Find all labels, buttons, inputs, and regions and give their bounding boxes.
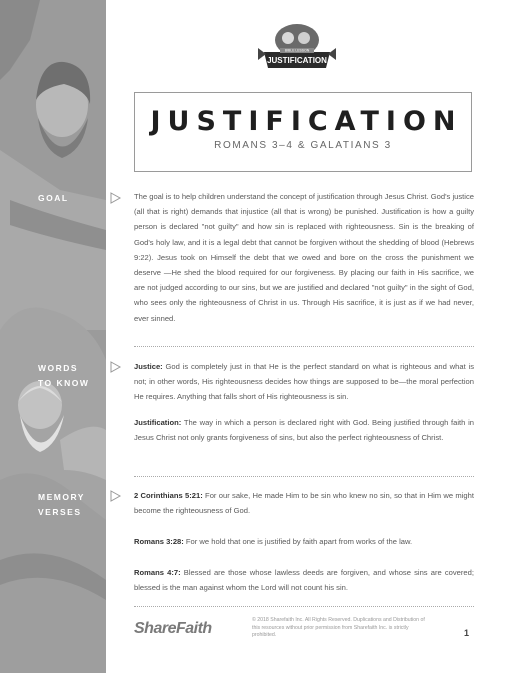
verse-romans-3-28 — [134, 534, 474, 549]
verse-text-2: For we hold that one is justified by faith apart from works of the law. — [183, 537, 413, 546]
verse-ref-1: 2 Corinthians 5:21: — [134, 491, 203, 500]
divider-2 — [134, 476, 474, 477]
sharefaith-logo: ShareFaith — [134, 620, 212, 637]
verse-text-3: Blessed are those whose lawless deeds are forgiven, and whose sins are covered; blessed is the man against whom the Lord will not count his sin. — [134, 568, 474, 593]
sidebar-illustration — [0, 0, 106, 673]
verse-romans-4-7 — [134, 565, 474, 595]
memory-label-line2: VERSES — [38, 507, 82, 517]
definition-justification-text: The way in which a person is declared right with God. Being justified through faith in Jesus Christ not only grants forgiveness of sins, but also the perfect righteousness of Christ. — [134, 418, 474, 443]
lesson-badge-logo — [258, 18, 336, 80]
page-title: JUSTIFICATION — [150, 106, 463, 137]
term-justification: Justification: — [134, 418, 182, 427]
goal-label: GOAL — [38, 193, 69, 203]
badge-label: JUSTIFICATION — [267, 56, 327, 65]
definition-justice-text: God is completely just in that He is the perfect standard on what is righteous and what is not; in other words, His righteousness decides how things are supposed to be—the moral perfection He requires. Anything that falls short of His righteousness is sin. — [134, 362, 474, 402]
goal-text: The goal is to help children understand the concept of justification through Jesus Christ. God's justice (all that is right) demands that injustice (all that is wrong) be punished. Justification is how a guilty person is declared "not guilty" and how sin is replaced with righteousness. Sin is the breaking of God's holy law, and it is a legal debt that cannot be forgiven without the shedding of blood (Hebrews 9:22). Jesus took on Himself the debt that we owed and bore on the cross the punishment we deserve —He shed the blood required for our forgiveness. By placing our faith in His sacrifice, we are not judged according to our sins, but we are justified and declared "not guilty" in the sight of God, who sees only the righteousness of Christ in us. Through His sacrifice, it is just as if we had never, ever sinned. — [134, 192, 474, 323]
bible-characters-illustration — [0, 0, 106, 673]
divider-3 — [134, 606, 474, 607]
badge-banner-small: BIBLE LESSON — [284, 48, 310, 53]
definition-justification — [134, 415, 474, 445]
verse-text-1: For our sake, He made Him to be sin who knew no sin, so that in Him we might become the righteousness of God. — [134, 491, 474, 516]
divider-1 — [134, 346, 474, 347]
term-justice: Justice: — [134, 362, 163, 371]
verse-2-corinthians-5-21 — [134, 488, 474, 518]
page-number: 1 — [464, 628, 470, 638]
copyright-notice: © 2018 Sharefaith Inc. All Rights Reserved. Duplications and Distribution of this resources without prior permission from Sharefaith Inc. is strictly prohibited. — [252, 617, 425, 639]
words-label-line2: TO KNOW — [38, 378, 90, 388]
title-box — [134, 92, 472, 172]
page-subtitle: ROMANS 3–4 & GALATIANS 3 — [214, 140, 392, 151]
verse-ref-2: Romans 3:28: — [134, 537, 184, 546]
memory-label-line1: MEMORY — [38, 492, 85, 502]
verse-ref-3: Romans 4:7: — [134, 568, 181, 577]
words-label-line1: WORDS — [38, 363, 79, 373]
definition-justice — [134, 359, 474, 405]
